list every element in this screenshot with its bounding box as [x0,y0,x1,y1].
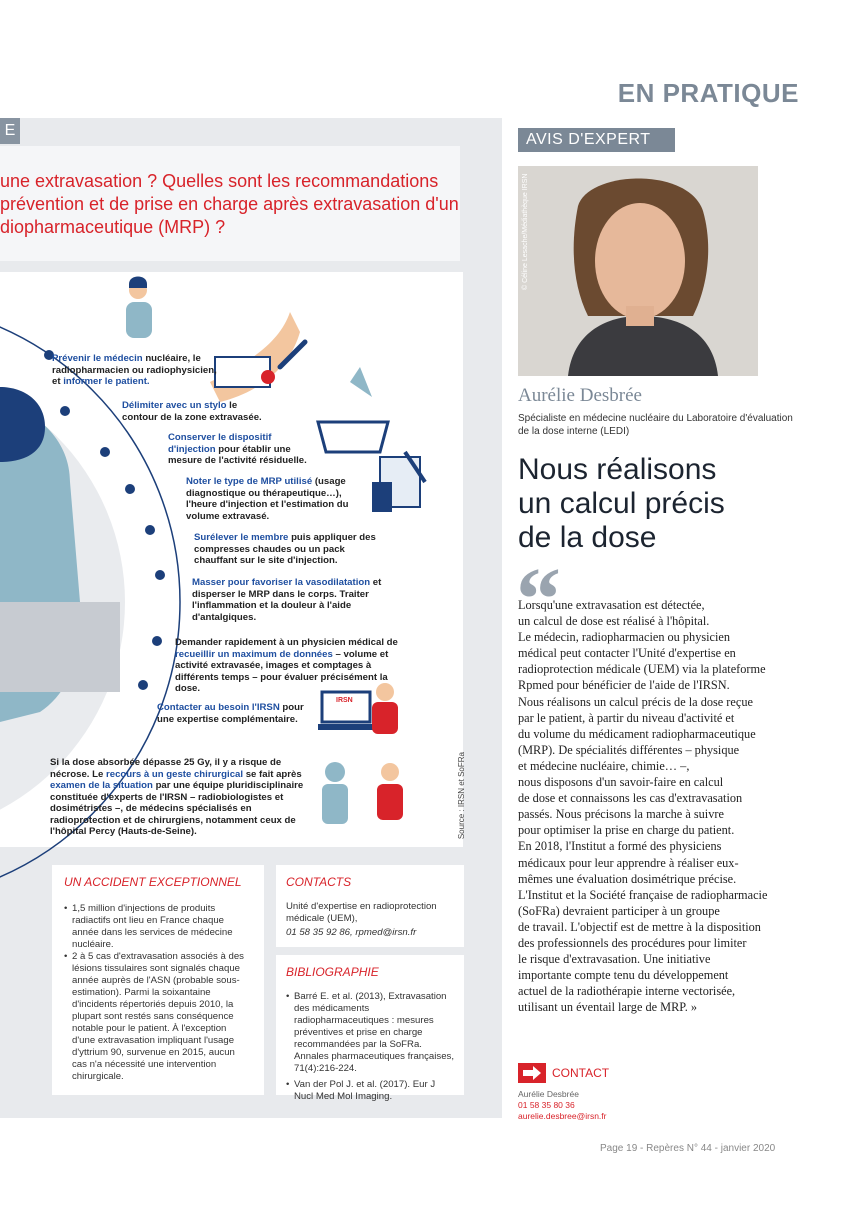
page-footer: Page 19 - Repères N° 44 - janvier 2020 [600,1143,776,1154]
contact-phone[interactable]: 01 58 35 80 36 [518,1100,575,1110]
question-text: une extravasation ? Quelles sont les recommandations prévention et de prise en charge après extravasation d'un diopharmaceutique (MRP) ? [0,171,459,237]
step-3: Conserver le dispositif d'injection pour établir une mesure de l'activité résiduelle. [168,432,307,466]
accident-item: • 1,5 million d'injections de produits radiactifs ont lieu en France chaque année dans les services de médecine nucléaire. [64,903,252,951]
timeline-dot [155,570,165,580]
step-1: Prévenir le médecin nucléaire, le radiopharmacien ou radiophysicien, et informer le patient. [52,353,217,387]
step-5: Surélever le membre puis appliquer des compresses chaudes ou un pack chauffant sur le site d'injection. [194,532,376,566]
timeline-dot [138,680,148,690]
accident-item: • 2 à 5 cas d'extravasation associés à des lésions tissulaires sont signalés chaque année auprès de l'ASN (probable sous-estimation). Parmi la soixantaine d'incidents répertoriés depuis 2010, la plupart sont restés sans conséquence notable pour le patient. À l'exception d'une extravasation impliquant l'usage d'yttrium 90, survenue en 2015, aucun cas n'a nécessité une intervention chirurgicale. [64,951,252,1083]
photo-credit: © Céline Lesache/Médiathèque IRSN [522,173,529,290]
section-title: EN PRATIQUE [617,78,799,108]
step-8: Contacter au besoin l'IRSN pour une expertise complémentaire. [157,702,304,725]
bibliography-title: BIBLIOGRAPHIE [286,965,379,979]
expert-photo [518,166,758,376]
timeline-dot [152,636,162,646]
contacts-phone-email[interactable]: 01 58 35 92 86, rpmed@irsn.fr [286,927,417,938]
headline: Nous réalisons un calcul précis de la dose [518,453,725,554]
panel-tab-stub: E [0,118,20,144]
timeline-dot [60,406,70,416]
step-4: Noter le type de MRP utilisé (usage diagnostique ou thérapeutique…), l'heure d'injection et l'estimation du volume extravasé. [186,476,349,522]
expert-role: Spécialiste en médecine nucléaire du Laboratoire d'évaluation de la dose interne (LEDI) [518,413,793,437]
irsn-logo: IRSN [336,697,353,704]
contacts-text: Unité d'expertise en radioprotection médicale (UEM), [286,901,437,924]
contacts-box-title: CONTACTS [286,875,352,889]
infographic [0,272,466,847]
quote-mark-icon: “ [516,550,561,649]
arrow-right-icon [518,1063,546,1083]
infographic-source: Source : IRSN et SoFRa [457,752,466,840]
contact-info [518,1089,606,1122]
interview-text: Lorsqu'une extravasation est détectée, un calcul de dose est réalisé à l'hôpital. Le médecin, radiopharmacien ou physicien médical peut contacter l'Unité d'expertise en radioprotection médicale (UEM) via la plateforme Rpmed pour bénéficier de l'aide de l'IRSN. Nous réalisons un calcul précis de la dose reçue par le patient, à partir du niveau d'activité et du volume du médicament radiopharmaceutique (MRP). De spécialités différentes – physique et médecine nucléaire, chimie… –, nous disposons d'un savoir-faire en calcul de dose et connaissons les cas d'extravasation passés. Nous précisons la marche à suivre pour optimiser la prise en charge du patient. En 2018, l'Institut a formé des physiciens médicaux pour leur apprendre à réaliser eux- mêmes une évaluation dosimétrique précise. L'Institut et la Société française de radiopharmacie (SoFRa) devraient participer à un groupe de travail. L'objectif est de mettre à la disposition des professionnels des procédures pour limiter le risque d'extravasation. Une initiative importante compte tenu du développement actuel de la radiothérapie interne vectorisée, utilisant un éventail large de MRP. » [518,598,768,1015]
portrait-illustration [518,166,758,376]
step-9: Si la dose absorbée dépasse 25 Gy, il y a risque de nécrose. Le recours à un geste chirurgical se fait après examen de la situation par une équipe pluridisciplinaire constituée d'experts de l'IRSN – radiobiologistes et dosimétristes –, de médecins spécialisés en radioprotection et de chirurgiens, notamment ceux de l'hôpital Percy (Hauts-de-Seine). [50,757,304,837]
timeline-dot [100,447,110,457]
contacts-box [276,865,464,947]
accident-box-title: UN ACCIDENT EXCEPTIONNEL [64,875,242,889]
timeline-dot [145,525,155,535]
step-6: Masser pour favoriser la vasodilatation et disperser le MRP dans le corps. Traiter l'inflammation et la douleur à l'aide d'antalgiques. [192,577,382,623]
bibliography-item: • Barré E. et al. (2013), Extravasation des médicaments radiopharmaceutiques : mesures préventives et prise en charge recommandées par la SoFRa. Annales pharmaceutiques françaises, 71(4):216-224. [286,991,454,1075]
timeline-dot [125,484,135,494]
bibliography-box [276,955,464,1102]
bibliography-item: • Van der Pol J. et al. (2017). Eur J Nucl Med Mol Imaging. [286,1079,454,1103]
expert-name: Aurélie Desbrée [518,385,642,406]
contact-title: CONTACT [552,1066,610,1080]
step-7: Demander rapidement à un physicien médical de recueillir un maximum de données – volume et activité extravasée, images et comptages à différents temps – pour évaluer précisément la dose. [175,637,398,694]
contact-name: Aurélie Desbrée [518,1089,579,1099]
contact-email[interactable]: aurelie.desbree@irsn.fr [518,1111,607,1121]
accident-box [52,865,264,1095]
step-2: Délimiter avec un stylo le contour de la zone extravasée. [122,400,262,423]
expert-tab: AVIS D'EXPERT [518,128,675,152]
